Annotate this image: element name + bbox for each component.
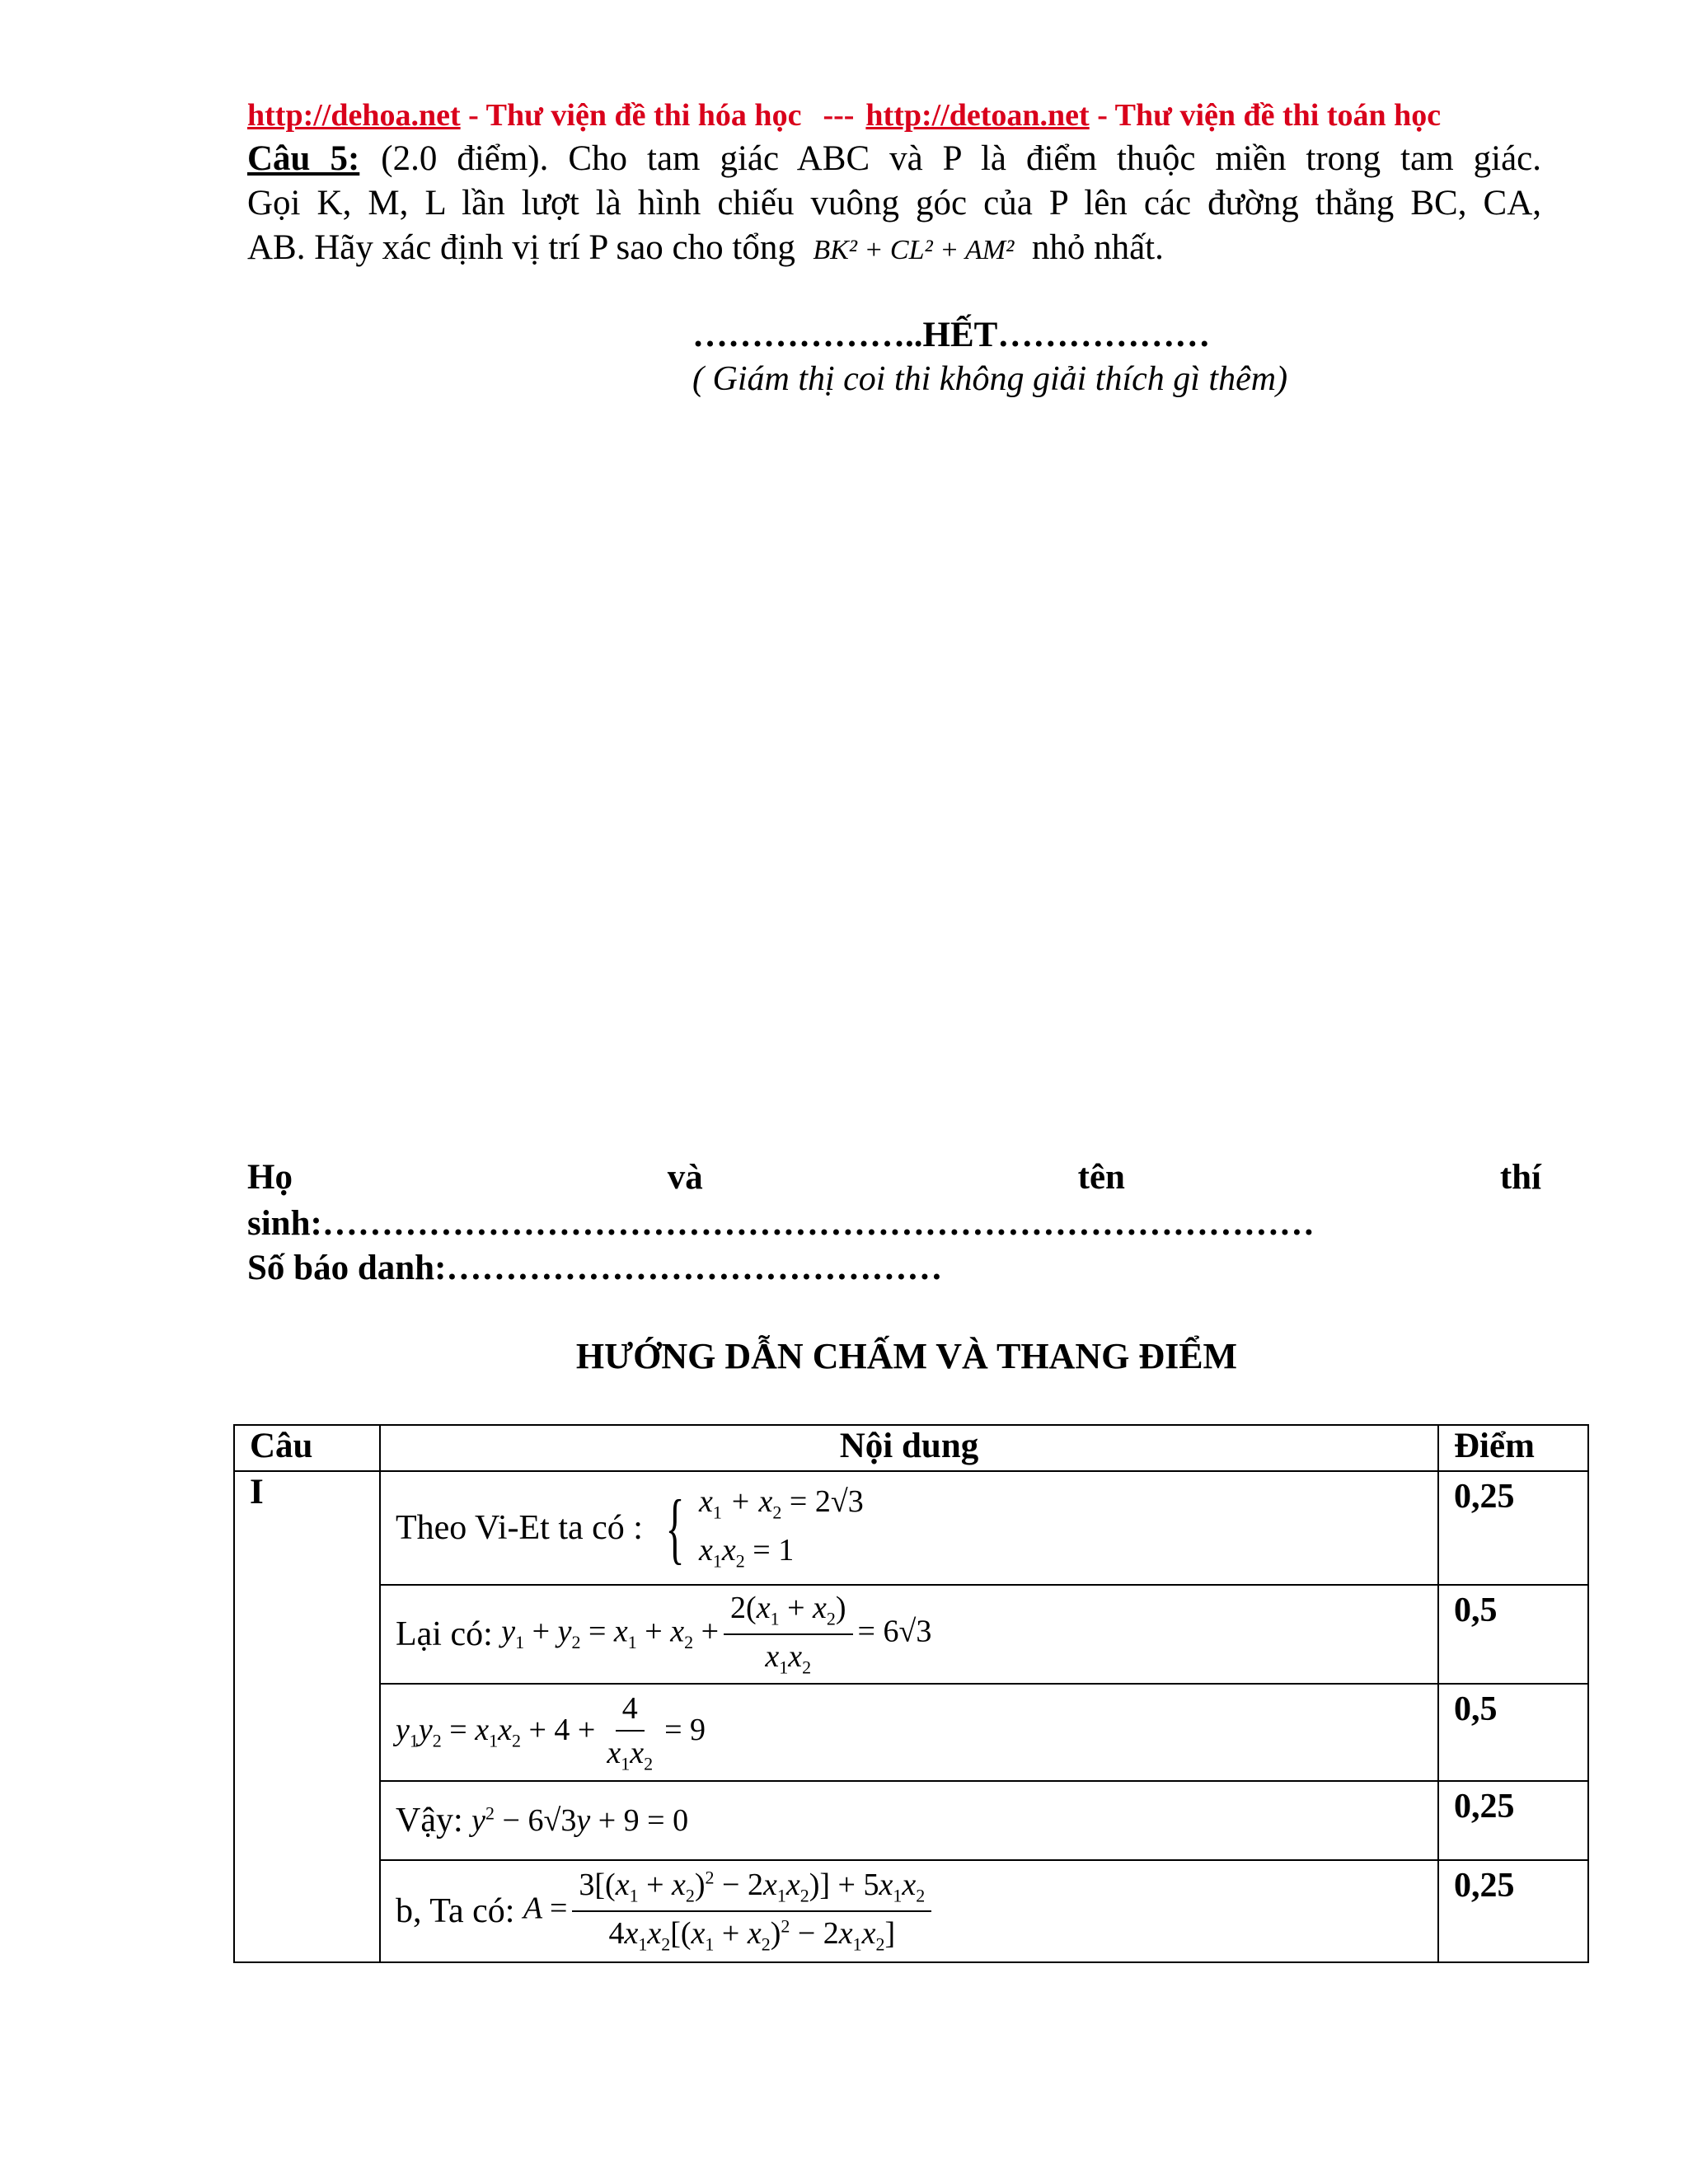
row-content-vieta: Theo Vi-Et ta có : { $x_1 + x_2 = 2√3$ $x_1x_2 = 1$ (380, 1471, 1438, 1585)
guide-title: HƯỚNG DẪN CHẤM VÀ THANG ĐIỂM (575, 1336, 1238, 1376)
table-row (234, 1471, 1588, 1585)
header-text-2: - Thư viện đề thi toán học (1089, 98, 1442, 133)
formula-quadratic: $y^2 - 6√3y + 9 = 0$ (471, 1802, 689, 1838)
end-mark: ………………..HẾT……………… (692, 316, 1211, 354)
row-content-equation: Vậy: $y^2 - 6√3y + 9 = 0$ (380, 1781, 1438, 1860)
points-cell: 0,5 (1438, 1585, 1588, 1684)
link-dehoa[interactable]: http://dehoa.net (247, 98, 461, 133)
link-detoan[interactable]: http://detoan.net (865, 98, 1090, 133)
brace-icon: { (665, 1483, 685, 1572)
table-row (234, 1585, 1588, 1684)
formula-sum-squares: BK² + CL² + AM² (813, 235, 1015, 265)
points-cell: 0,25 (1438, 1781, 1588, 1860)
formula-a: A = $\frac{3[(x_1 + x_2)^2 - 2x_1x_2)] + 5x_1x_2}{4x_1x_2[(x_1 + x_2)^2 - 2x_1x_2]}$ (523, 1867, 936, 1955)
points-cell: 0,25 (1438, 1860, 1588, 1962)
question-5-line-2: Gọi K, M, L lần lượt là hình chiếu vuông góc của P lên các đường thẳng BC, CA, (247, 184, 1541, 223)
header-text-1: - Thư viện đề thi hóa học (460, 98, 802, 133)
header-separator: --- (823, 98, 855, 133)
candidate-name-field: sinh:………………………………………………………………………… (247, 1204, 1315, 1243)
end-note: ( Giám thị coi thi không giải thích gì thêm) (692, 360, 1288, 398)
candidate-number-field: Số báo danh:…………………………………… (247, 1249, 943, 1287)
question-5-label: Câu 5: (247, 139, 360, 178)
points-cell: 0,25 (1438, 1471, 1588, 1585)
question-5-line-1: Câu 5: (2.0 điểm). Cho tam giác ABC và P là điểm thuộc miền trong tam giác. (247, 139, 1541, 178)
question-number: I (234, 1471, 380, 1962)
question-5-line-3: AB. Hãy xác định vị trí P sao cho tổng BK² + CL² + AM² nhỏ nhất. (247, 228, 1164, 267)
row-content-product (380, 1684, 1438, 1781)
question-5 (247, 137, 1541, 273)
table-row (234, 1781, 1588, 1860)
points-cell: 0,5 (1438, 1684, 1588, 1781)
header-cau: Câu (234, 1425, 380, 1471)
formula-y-sum: $y_1 + y_2 = x_1 + x_2$ + $\frac{2(x_1 + x_2)}{x_1x_2}$ = 6√3 (501, 1591, 932, 1678)
candidate-name-row: Họ và tên thí (247, 1158, 1541, 1197)
header-diem: Điểm (1438, 1425, 1588, 1471)
header-links (247, 97, 1566, 134)
formula-y-product: $y_1y_2 = x_1x_2 + 4$ + $\frac{4}{x_1x_2}$ = 9 (396, 1690, 706, 1774)
vieta-system: $x_1 + x_2 = 2√3$ $x_1x_2 = 1$ (699, 1484, 864, 1572)
row-content-a: b, Ta có: A = $\frac{3[(x_1 + x_2)^2 - 2x_1x_2)] + 5x_1x_2}{4x_1x_2[(x_1 + x_2)^2 - 2x_1x_2]}$ (380, 1860, 1438, 1962)
row-content-sum: Lại có: $y_1 + y_2 = x_1 + x_2$ + $\frac{2(x_1 + x_2)}{x_1x_2}$ = 6√3 (380, 1585, 1438, 1684)
scoring-table (233, 1424, 1589, 1963)
table-header-row (234, 1425, 1588, 1471)
table-row (234, 1684, 1588, 1781)
table-row (234, 1860, 1588, 1962)
header-noi-dung: Nội dung (380, 1425, 1438, 1471)
